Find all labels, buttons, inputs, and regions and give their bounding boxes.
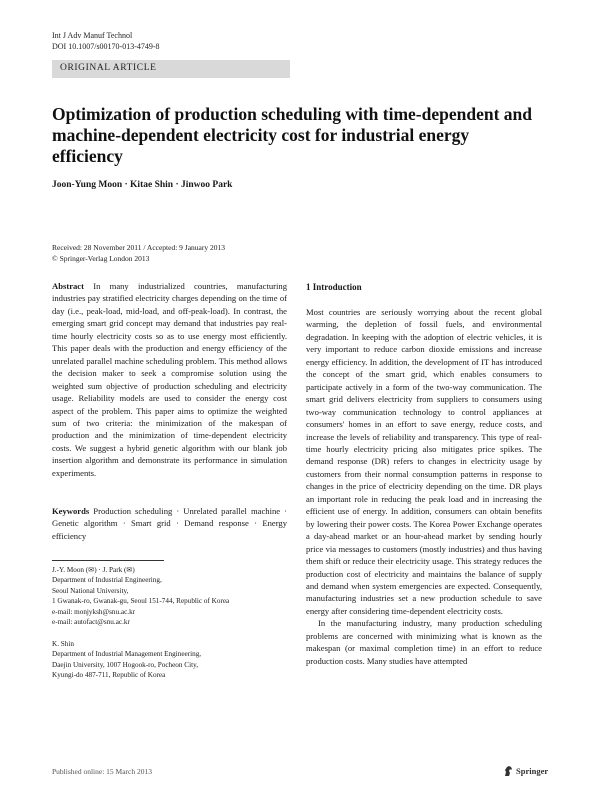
affiliation-block (52, 639, 201, 681)
email-link[interactable]: e-mail: autofact@snu.ac.kr (52, 618, 130, 627)
abstract (52, 280, 287, 479)
publisher-name: Springer (516, 766, 549, 776)
affiliation-block (52, 565, 229, 627)
copyright: © Springer-Verlag London 2013 (52, 254, 150, 263)
keywords-heading: Keywords (52, 506, 90, 516)
introduction-paragraph: Most countries are seriously worrying about the recent global warming, the depletion of fossil fuels, and environmental degradation. In keeping with the adoption of electric vehicles, it is very important to reduce carbon dioxide emissions and increase energy efficiency. In addition, the development of IT has introduced the concept of the smart grid, which enables consumers to participate actively in a form of the two-way communication. The smart grid delivers electricity from suppliers to consumers using two-way communication technology to control appliances at consumers' homes in an effort to save energy, reduce costs, and increase the levels of reliability and transparency. This type of real-time hourly electricity pricing also mitigates price spikes. The demand response (DR) refers to changes in electricity usage by customers from their normal consumption patterns in response to changes in the price of electricity depending on the time. DR plays an important role in reducing the peak load and in increasing the efficient use of energy. In addition, consumers can obtain benefits by lowering their power costs. The Korea Power Exchange operates a day-ahead market or an hour-ahead market by sending hourly price via messages to customers (mostly industries) and thus having them shift or reduce their electricity usage. This strategy reduces the production cost of electricity and maintains the balance of supply and demand when system emergencies are expected. Consequently, manufacturing industries set a new production schedule to save energy after considering time-dependent electricity costs. (306, 307, 542, 616)
abstract-text: In many industrialized countries, manufacturing industries pay stratified electricity charges depending on the time of day (i.e., peak-load, mid-load, and off-peak-load). In contrast, the emerging smart grid concept may demand that industries pay real-time hourly electricity costs so as to use energy most efficiently. This paper deals with the production and energy efficiency of the unrelated parallel machine scheduling problem. This method allows the decision maker to seek a compromise solution using the weighted sum objective of production scheduling and electricity usage. Reliability models are used to consider the energy cost aspect of the problem. This paper aims to optimize the weighted sum of two criteria: the minimization of the makespan of production and the minimization of time-dependent electricity costs. We suggest a hybrid genetic algorithm with our blank job insertion algorithm and demonstrate its performance in simulation experiments. (52, 281, 287, 478)
affiliation-line: Daejin University, 1007 Hogook-ro, Pocheon City, (52, 660, 198, 669)
affiliation-line: J.-Y. Moon (✉) · J. Park (✉) (52, 566, 135, 574)
received-accepted: Received: 28 November 2011 / Accepted: 9 January 2013 (52, 243, 226, 252)
publisher-logo (503, 765, 548, 777)
springer-horse-icon (503, 765, 514, 777)
abstract-heading: Abstract (52, 281, 84, 291)
keywords (52, 505, 287, 542)
affiliation-line: Seoul National University, (52, 586, 129, 595)
affiliation-line: Department of Industrial Engineering, (52, 576, 162, 585)
affiliation-line: K. Shin (52, 640, 74, 648)
journal-name: Int J Adv Manuf Technol (52, 31, 133, 40)
keywords-text: Production scheduling · Unrelated parallel machine · Genetic algorithm · Smart grid · Demand response · Energy efficiency (52, 506, 287, 541)
affiliation-line: 1 Gwanak-ro, Gwanak-gu, Seoul 151-744, Republic of Korea (52, 597, 230, 606)
introduction-body (306, 306, 542, 667)
doi[interactable]: DOI 10.1007/s00170-013-4749-8 (52, 42, 160, 51)
introduction-heading: 1 Introduction (306, 282, 362, 292)
author-list: Joon-Yung Moon · Kitae Shin · Jinwoo Park (52, 180, 233, 190)
received-dates (52, 242, 225, 264)
email-link[interactable]: e-mail: monjyksh@snu.ac.kr (52, 607, 136, 616)
affiliation-line: Department of Industrial Management Engineering, (52, 650, 202, 659)
footnote-rule (52, 560, 164, 561)
article-type-label: ORIGINAL ARTICLE (60, 63, 157, 73)
affiliation-line: Kyungi-do 487-711, Republic of Korea (52, 671, 166, 680)
article-title: Optimization of production scheduling with time-dependent and machine-dependent electricity cost for industrial energy efficiency (52, 104, 533, 166)
introduction-paragraph: In the manufacturing industry, many production scheduling problems are concerned with minimizing what is known as the makespan (or maximal completion time) in an effort to reduce production costs. Many studies have attempted (306, 618, 542, 666)
published-online: Published online: 15 March 2013 (52, 767, 152, 776)
